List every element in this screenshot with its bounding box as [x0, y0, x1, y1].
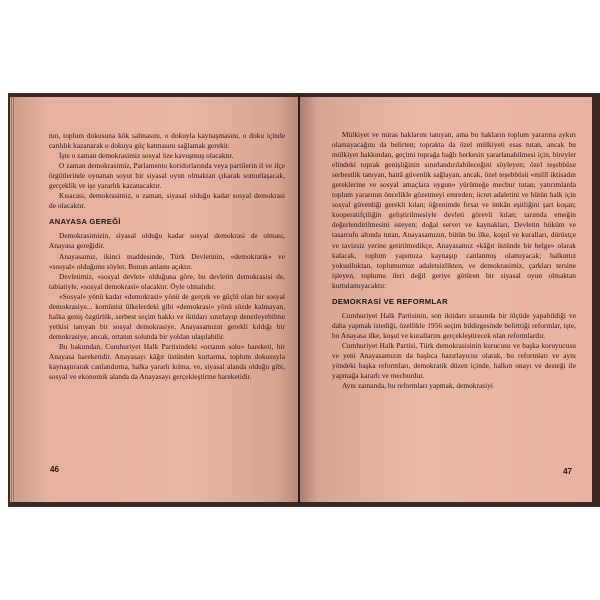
paragraph: Anayasamız, ikinci maddesinde, Türk Devletinin, «demokratik» ve «sosyal» olduğunu söyler. Bunun anlamı açıktır. [49, 251, 285, 271]
page-number: 46 [50, 465, 59, 474]
page-number: 47 [563, 467, 572, 476]
section-heading: DEMOKRASİ VE REFORMLAR [332, 296, 448, 306]
right-page [300, 97, 592, 502]
paragraph: Devletimiz, «sosyal devlet» olduğuna göre, bu devletin demokrasisi de, tabiatiyle, «sosyal demokrasi» olacaktır. Öyle olmalıdır. [49, 271, 285, 291]
paragraph: Mülkiyet ve miras haklarını tanıyan, ama bu hakların toplum yararına aykırı olamayacağını da belirten; topraktа da özel mülkiyeti esas tutan, ancak bu mülkiyet hakkından, geçimi toprağa bağlı herkesin yararlanabilmesi için, bireyler elindeki toprak genişliğinin sınırlandırılabileceğini söyleyen; özel teşebbüse serbestlik tanıyan, hattâ güvenlik sağlayan, ancak, özel teşebbüsü «millî iktisadın gereklerine ve sosyal amaçlara uygun» yürümeğe mecbur tutan; yatırımlarda toplum yararının öncelikle gözetmeyi emreden; ücret adaletini ve bütün halk için sosyal güvenliği gerekli kılan; öğrenimde fırsat ve imkân eşitliğini şart koşan; kooperatifçiliğin geliştirilmesiyle devleti görevli kılan; tarımda emeğin değerlendirilmesini isteyen; doğal servet ve kaynakları, Devletin hüküm ve tasarrufu altında tutan, Anayasamızın, bütün bu ilke, koşul ve kuralları, dürüstçe ve tavizsiz yerine getirilmedikçe, Anayasamız «kâğıt üstünde bir belge» olarak kalacak, toplum yapımıza kaynaşıp canlanmış olamıyacak; halkımız yoksulluktan, toplumumuz adaletsizlikten, ve demokrasimiz, çarkları tersine işleyen, toplumu ileri değil geriye götüren bir siyasal oyun olmaktan kurtulamıyacaktır. [332, 130, 576, 290]
left-page [14, 97, 300, 502]
left-page-text [49, 131, 285, 382]
paragraph: Demokrasimizin, siyasal olduğu kadar sosyal demokrasi de olması, Anayasa gereğidir. [49, 231, 285, 251]
paragraph: Aynı zamanda, bu reformları yapmak, demokrasiyi [342, 381, 494, 391]
paragraph: Cumhuriyet Halk Partisinin, son iktidarı sırasında bir ölçüde yapabildiği ve daha yapmak istediği, özellikle 1956 seçim bildirgesinde belirttiği reformlar, işte, bu Anayasa ilke, koşul ve kurallarını gerçekleştirecek olan reformlardır. [332, 310, 576, 340]
right-page-text [332, 130, 576, 391]
paragraph: Bu bakımdan, Cumhuriyet Halk Partisindeki «ortanın solu» hareketi, bir Anayasa hareketidir. Anayasayı kâğıt üstünden kurtarma, toplum dokusuyla kaynaştırarak canlandırma, halka yararlı kılma, ve, siyasal alanda olduğu gibi, sosyal ve ekonomik alanda da Anayasayı gerçekleştirme hareketidir. [49, 341, 285, 382]
paragraph: nın, toplum dokusuna kök salmasını, o dokuyla kaynaşmasını, o doku içinde canlılık kazanarak o dokuya güç katmasını sağlamak gerekir. [49, 131, 285, 151]
section-heading: ANAYASA GEREĞİ [49, 217, 121, 227]
paragraph: Cumhuriyet Halk Partisi, Türk demokrasisinin kurucusu ve başka koruyucusu ve yeni Anayasamızın da başlıca hazırlayıcısı olarak, bu reformları ve aynı yöndeki başka reformları, demokratik düzen içinde, halkın onayı ve desteği ile yapmağa kararlı ve mecburdur. [332, 340, 576, 381]
paragraph: İşte o zaman demokrasimiz sosyal öze kavuşmuş olacaktır. [59, 151, 234, 161]
paragraph: O zaman demokrasimiz, Parlamento koridorlarında veya partilerin il ve ilçe örgütlerinde oynanan soyut bir siyasal oyun olmaktan çıkarak somutlaşacak, gerçeklik ve işe yararlık kazanacaktır. [49, 161, 285, 191]
paragraph: Kısacası, demokrasimiz, o zaman, siyasal olduğu kadar sosyal demokrasi de olacaktır. [49, 191, 285, 211]
paragraph: «Sosyal» yönü kadar «demokrasi» yönü de gerçek ve güçlü olan bir sosyal demokrasiye... komünist ülkelerdeki gibi «demokrasi» yönü sözde kalmayan, halka geniş özgürlük, serbest seçim hakkı ve iktidarı sınırlayıp denetleyebilme yetkisi tanıyan bir sosyal demokrasiye, Anayasamızın gerekli kıldığı bir demokrasiye, ancak, ortanın solunda bir yoldan ulaşılabilir. [49, 291, 285, 341]
